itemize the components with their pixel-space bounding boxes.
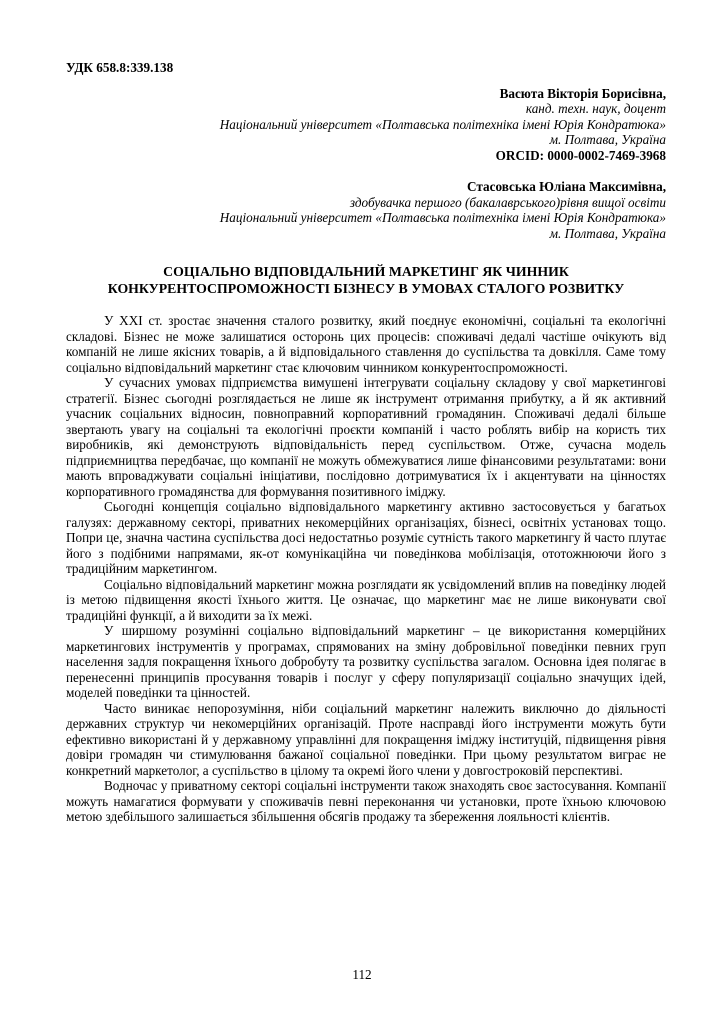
author-city-line: м. Полтава, Україна [549, 132, 666, 147]
body-paragraph: У ширшому розумінні соціально відповідальний маркетинг – це використання комерційних маркетингових інструментів у програмах, спрямованих на зміну добровільної поведінки певних груп населення задля покращення їхнього добробуту та розвитку суспільства загалом. Основна ідея полягає в перенесенні принципів просування товарів і послуг у сферу популяризації соціально значущих ідей, моделей поведінки та цінностей. [66, 623, 666, 700]
author-affiliation-line: Національний університет «Полтавська політехніка імені Юрія Кондратюка» [219, 210, 666, 225]
author-name: Стасовська Юліана Максимівна, [467, 179, 666, 194]
body-paragraph: Сьогодні концепція соціально відповідального маркетингу активно застосовується у багатьох галузях: державному секторі, приватних некомерційних організаціях, бізнесі, освітніх установах тощо. Попри це, значна частина суспільства досі недостатньо розуміє сутність такого маркетингу й часто плутає його з подібними напрямами, як-от комунікаційна чи поведінкова мобілізація, ототожнюючи його з традиційним маркетингом. [66, 499, 666, 576]
body-paragraph: Часто виникає непорозуміння, ніби соціальний маркетинг належить виключно до діяльності державних структур чи некомерційних організацій. Проте насправді його інструменти можуть бути ефективно використані й у державному управлінні для покращення іміджу інституцій, підвищення рівня довіри громадян чи стимулювання бажаної соціальної поведінки. При цьому результатом виграє не конкретний маркетолог, а суспільство в цілому та окремі його члени у довгостроковій перспективі. [66, 700, 666, 778]
body-paragraph: У XXI ст. зростає значення сталого розвитку, який поєднує економічні, соціальні та екологічні складові. Бізнес не може залишатися осторонь цих процесів: споживачі дедалі частіше очікують від компаній не лише якісних товарів, а й відповідального ставлення до суспільства та довкілля. Саме тому соціально відповідальний маркетинг стає ключовим чинником конкурентоспроможності. [66, 313, 666, 375]
author-city-line: м. Полтава, Україна [549, 225, 666, 241]
body-paragraph: Водночас у приватному секторі соціальні інструменти також знаходять своє застосування. Компанії можуть намагатися формувати у споживачів певні переконання чи установки, проте їхньою ключовою метою здебільшого залишається збільшення обсягів продажу та збереження лояльності клієнтів. [66, 778, 666, 824]
body-paragraph: Соціально відповідальний маркетинг можна розглядати як усвідомлений вплив на поведінку людей із метою підвищення якості їхнього життя. Це означає, що маркетинг має не лише виконувати свої традиційні функції, а й виходити за їх межі. [66, 576, 666, 623]
udc-code: УДК 658.8:339.138 [66, 60, 174, 75]
article-body [66, 313, 666, 825]
author-name: Васюта Вікторія Борисівна, [499, 85, 666, 101]
page-number: 112 [352, 966, 372, 982]
author-degree-line: здобувачка першого (бакалаврського)рівня вищої освіти [349, 194, 666, 210]
article-title: СОЦІАЛЬНО ВІДПОВІДАЛЬНИЙ МАРКЕТИНГ ЯК ЧИННИК КОНКУРЕНТОСПРОМОЖНОСТІ БІЗНЕСУ В УМОВАХ СТАЛОГО РОЗВИТКУ [107, 264, 625, 296]
author-degree-line: канд. техн. наук, доцент [525, 101, 666, 116]
author-affiliation-line: Національний університет «Полтавська політехніка імені Юрія Кондратюка» [219, 116, 666, 132]
author-block-1 [66, 86, 666, 164]
author-block-2 [66, 179, 666, 241]
body-paragraph: У сучасних умовах підприємства вимушені інтегрувати соціальну складову у свої маркетингові стратегії. Бізнес сьогодні розглядається не лише як інструмент отримання прибутку, а й як активний учасник соціальних відносин, повноправний корпоративний громадянин. Споживачі дедалі більше звертають увагу на соціальні та екологічні проєкти компаній і часто роблять вибір на користь тих виробників, які демонструють відповідальність перед суспільством. Отже, сучасна модель підприємництва передбачає, що компанії не можуть обмежуватися лише фінансовими результатами: вони мають впроваджувати соціальні ініціативи, послідовно дотримуватися їх і акцентувати на цінностях корпоративного громадянства для формування позитивного іміджу. [66, 375, 666, 499]
author-orcid: ORCID: 0000-0002-7469-3968 [495, 147, 666, 163]
